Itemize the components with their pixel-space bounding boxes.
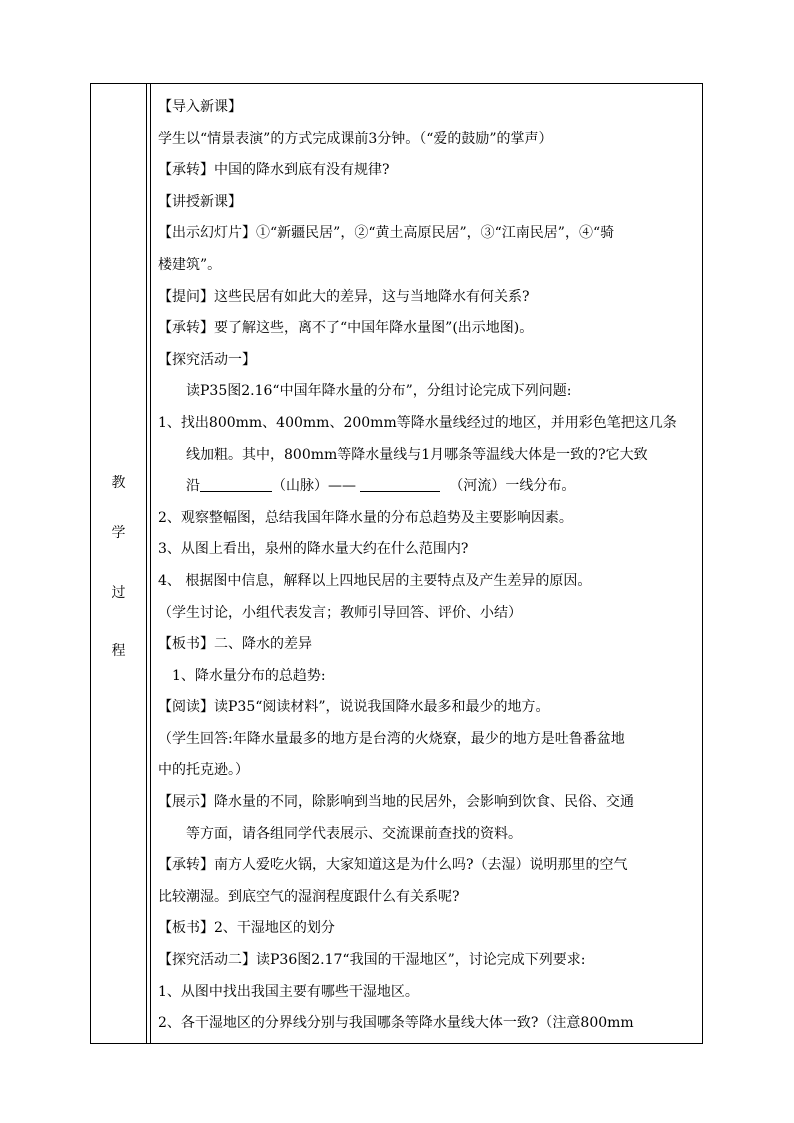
text-line: 【展示】降水量的不同，除影响到当地的民居外，会影响到饮食、民俗、交通: [158, 794, 634, 811]
text-line: 【板书】2、干湿地区的划分: [158, 920, 335, 937]
answer-blank-mountain[interactable]: [200, 475, 272, 492]
text-line: 学生以“情景表演”的方式完成课前3分钟。（“爱的鼓励”的掌声）: [158, 130, 553, 147]
text-line: 3、从图上看出，泉州的降水量大约在什么范围内?: [158, 541, 469, 558]
text-line: 【导入新课】: [158, 99, 242, 115]
column-divider: [146, 84, 147, 1043]
text-line: 【板书】二、降水的差异: [158, 636, 312, 653]
text-line: 【承转】中国的降水到底有没有规律?: [158, 162, 390, 179]
section-label-char: 程: [111, 643, 126, 659]
text-fragment: （河流）一线分布。: [449, 478, 576, 495]
text-line: 【出示幻灯片】①“新疆民居”，②“黄土高原民居”，③“江南民居”，④“骑: [158, 225, 615, 242]
text-fragment: （山脉）——: [272, 478, 356, 495]
section-label-char: 学: [111, 525, 126, 541]
text-line: 【提问】这些民居有如此大的差异，这与当地降水有何关系?: [158, 288, 530, 305]
text-line: 【探究活动一】: [158, 351, 256, 368]
section-label-char: 教: [111, 475, 126, 491]
text-line: 1、找出800mm、400mm、200mm等降水量线经过的地区，并用彩色笔把这几条: [158, 414, 677, 431]
text-line: 1、从图中找出我国主要有哪些干湿地区。: [158, 983, 419, 1000]
text-line: 【探究活动二】读P36图2.17“我国的干湿地区”，讨论完成下列要求:: [158, 952, 586, 969]
lesson-table: [90, 83, 703, 1044]
text-line: 2、各干湿地区的分界线分别与我国哪条等降水量线大体一致?（注意800mm: [158, 1015, 634, 1032]
fill-in-line: [158, 471, 703, 503]
text-line: 4、 根据图中信息，解释以上四地民居的主要特点及产生差异的原因。: [158, 572, 592, 589]
text-line: 等方面，请各组同学代表展示、交流课前查找的资料。: [186, 825, 522, 842]
text-line: 比较潮湿。到底空气的湿润程度跟什么有关系呢?: [158, 888, 460, 905]
text-line: 线加粗。其中，800mm等降水量线与1月哪条等温线大体是一致的?它大致: [186, 446, 648, 463]
text-line: 【阅读】读P35“阅读材料”，说说我国降水最多和最少的地方。: [158, 699, 550, 716]
text-line: （学生讨论，小组代表发言；教师引导回答、评价、小结）: [158, 604, 522, 621]
section-label-char: 过: [111, 585, 126, 601]
text-line: 读P35图2.16“中国年降水量的分布”，分组讨论完成下列问题:: [186, 383, 572, 400]
text-line: 楼建筑”。: [158, 256, 222, 273]
text-line: 中的托克逊。）: [158, 762, 249, 779]
text-line: （学生回答:年降水量最多的地方是台湾的火烧寮，最少的地方是吐鲁番盆地: [158, 730, 625, 747]
text-line: 【讲授新课】: [158, 193, 242, 210]
text-line: 1、降水量分布的总趋势:: [172, 667, 326, 684]
text-line: 【承转】南方人爱吃火锅，大家知道这是为什么吗?（去湿）说明那里的空气: [158, 857, 628, 874]
text-fragment: 沿: [186, 478, 200, 495]
text-line: 【承转】要了解这些，离不了“中国年降水量图”(出示地图)。: [158, 320, 534, 337]
lesson-content: [158, 92, 703, 1040]
answer-blank-river[interactable]: [360, 475, 440, 492]
column-divider: [150, 84, 151, 1043]
text-line: 2、观察整幅图，总结我国年降水量的分布总趋势及主要影响因素。: [158, 509, 573, 526]
